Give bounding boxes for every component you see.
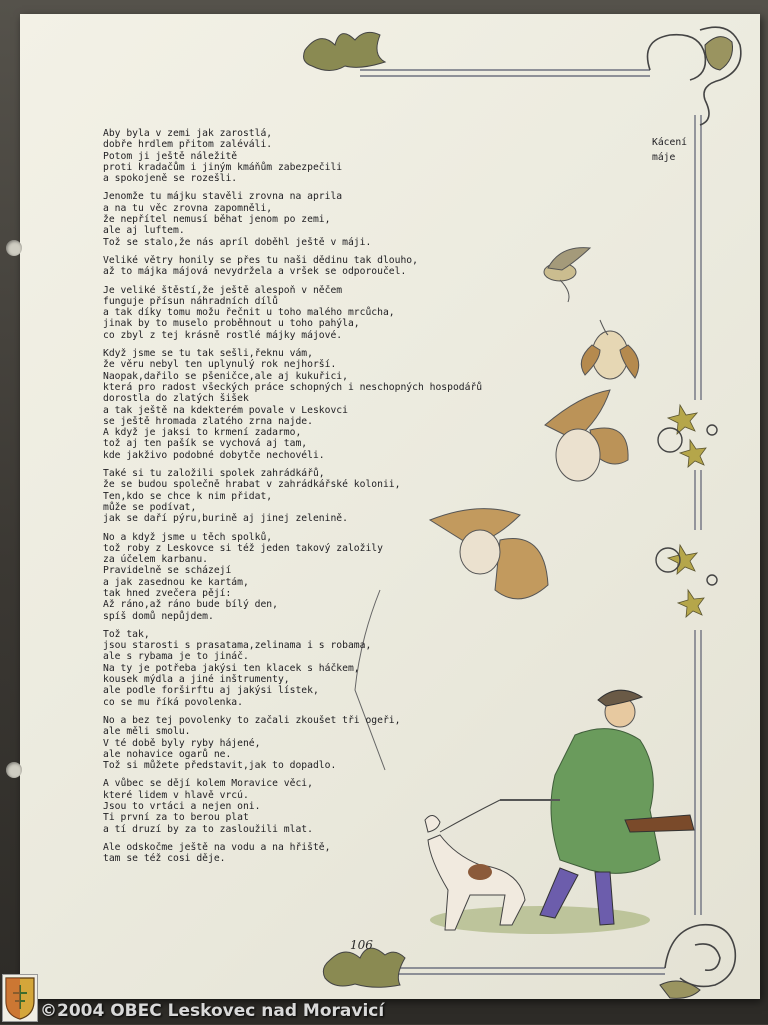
poem-line: Aby byla v zemi jak zarostlá,: [103, 128, 273, 139]
poem-text: [103, 128, 573, 872]
poem-line: ale měli smolu.: [103, 726, 191, 738]
poem-line: Ale odskočme ještě na vodu a na hřiště,: [103, 841, 331, 853]
leaf-ornament-icon: [323, 948, 405, 987]
poem-line: až to májka májová nevydržela a vršek se odporoučel.: [103, 266, 407, 278]
stanza: [103, 191, 573, 247]
stanza: [103, 255, 573, 278]
poem-line: která pro radost všeckých práce schopných i neschopných hospodářů: [103, 381, 483, 393]
poem-line: ale nohavice ogarů ne.: [103, 748, 232, 760]
poem-line: co zbyl z tej krásně rostlé májky májové.: [103, 329, 343, 341]
poem-line: spíš domů nepůjdem.: [103, 610, 214, 622]
poem-line: V té době byly ryby hájené,: [103, 737, 261, 749]
poem-line: jsou starosti s prasatama,zelinama i s robama,: [103, 640, 372, 652]
leaf-ornament-icon: [304, 32, 385, 70]
coat-of-arms-icon: [3, 975, 37, 1021]
poem-line: ale s rybama je to jináč.: [103, 651, 249, 663]
poem-line: ale podle forširftu aj jakýsi lístek,: [103, 685, 319, 697]
stanza: [103, 629, 573, 708]
stanza: [103, 715, 573, 771]
poem-line: tak hned zvečera pějí:: [103, 587, 232, 599]
poem-line: jak se daří pýru,burině aj jinej zelenině.: [103, 513, 348, 525]
stanza: [103, 128, 573, 184]
chapter-title: [652, 135, 687, 165]
poem-line: tož aj ten pašík se vychová aj tam,: [103, 438, 308, 450]
poem-line: a tí druzí by za to zasloužili mlat.: [103, 823, 313, 835]
poem-line: že věru nebyl ten uplynulý rok nejhorší.: [103, 359, 337, 371]
stanza: [103, 842, 573, 865]
poem-line: kde jakživo podobné dobytče nechovéli.: [103, 449, 325, 461]
poem-line: dorostla do zlatých šišek: [103, 393, 249, 405]
stanza: [103, 532, 573, 622]
chapter-title-line: Kácení: [652, 137, 687, 148]
poem-line: jinak by to muselo proběhnout u toho pahýla,: [103, 318, 360, 330]
poem-line: Až ráno,až ráno bude bílý den,: [103, 599, 278, 611]
poem-line: Naopak,dařilo se pšeničce,ale aj kukuřici,: [103, 370, 348, 382]
page-number: 106: [350, 938, 373, 952]
poem-line: Jenomže tu májku stavěli zrovna na aprila: [103, 191, 343, 203]
poem-line: tož roby z Leskovce si též jeden takový založily: [103, 542, 383, 554]
poem-line: proti kradačům i jiným kmáňům zabezpečili: [103, 161, 343, 173]
poem-line: Když jsme se tu tak sešli,řeknu vám,: [103, 348, 313, 360]
poem-line: a tak díky tomu možu řečnit u toho malého mrcůcha,: [103, 307, 395, 319]
poem-line: Tož se stalo,že nás apríl doběhl ještě v máji.: [103, 236, 372, 248]
poem-line: tam se též cosi děje.: [103, 853, 226, 865]
poem-line: které lidem v hlavě vrcú.: [103, 789, 249, 801]
copyright-footer: ©2004 OBEC Leskovec nad Moravicí: [40, 1001, 385, 1021]
poem-line: Veliké větry honily se přes tu naši dědinu tak dlouho,: [103, 254, 418, 266]
poem-line: A když je jaksi to krmení zadarmo,: [103, 427, 302, 439]
poem-line: Ti první za to berou plat: [103, 812, 249, 824]
poem-line: a spokojeně se rozešli.: [103, 173, 238, 185]
scroll-ornament-icon: [665, 925, 735, 987]
poem-line: za účelem karbanu.: [103, 554, 208, 566]
poem-line: No a když jsme u těch spolků,: [103, 531, 273, 543]
poem-line: No a bez tej povolenky to začali zkoušet tři ogeři,: [103, 714, 401, 726]
coat-of-arms-logo: [2, 974, 38, 1022]
poem-line: Ten,kdo se chce k nim přidat,: [103, 490, 273, 502]
poem-line: a na tu věc zrovna zapomněli,: [103, 202, 273, 214]
poem-line: Potom ji ještě náležitě: [103, 150, 238, 162]
poem-line: se ještě hromada zlatého zrna najde.: [103, 415, 313, 427]
poem-line: Jsou to vrtáci a nejen oni.: [103, 801, 261, 813]
poem-line: Je veliké štěstí,že ještě alespoň v něčem: [103, 284, 343, 296]
poem-line: že se budou společně hrabat v zahrádkářské kolonii,: [103, 479, 401, 491]
stanza: [103, 468, 573, 524]
stanza: [103, 285, 573, 341]
chapter-title-line: máje: [652, 152, 676, 163]
stanza: [103, 778, 573, 834]
stanza: [103, 348, 573, 461]
poem-line: Tož tak,: [103, 628, 150, 640]
poem-line: A vůbec se dějí kolem Moravice věci,: [103, 778, 313, 790]
poem-line: a tak ještě na kdekterém povale v Leskovci: [103, 404, 348, 416]
poem-line: Tož si můžete představit,jak to dopadlo.: [103, 760, 337, 772]
poem-line: co se mu říká povolenka.: [103, 696, 243, 708]
poem-line: že nepřítel nemusí běhat jenom po zemi,: [103, 214, 331, 226]
poem-line: dobře hrdlem přitom zaléváli.: [103, 139, 273, 151]
poem-line: funguje přísun náhradních dílů: [103, 295, 278, 307]
poem-line: ale aj luftem.: [103, 225, 185, 237]
poem-line: Na ty je potřeba jakýsi ten klacek s háčkem,: [103, 662, 360, 674]
poem-line: Pravidelně se scházejí: [103, 565, 232, 577]
poem-line: může se podívat,: [103, 501, 197, 513]
poem-line: kousek mýdla a jiné inštrumenty,: [103, 674, 290, 686]
poem-line: Také si tu založili spolek zahrádkářů,: [103, 468, 325, 480]
poem-line: a jak zasednou ke kartám,: [103, 576, 249, 588]
